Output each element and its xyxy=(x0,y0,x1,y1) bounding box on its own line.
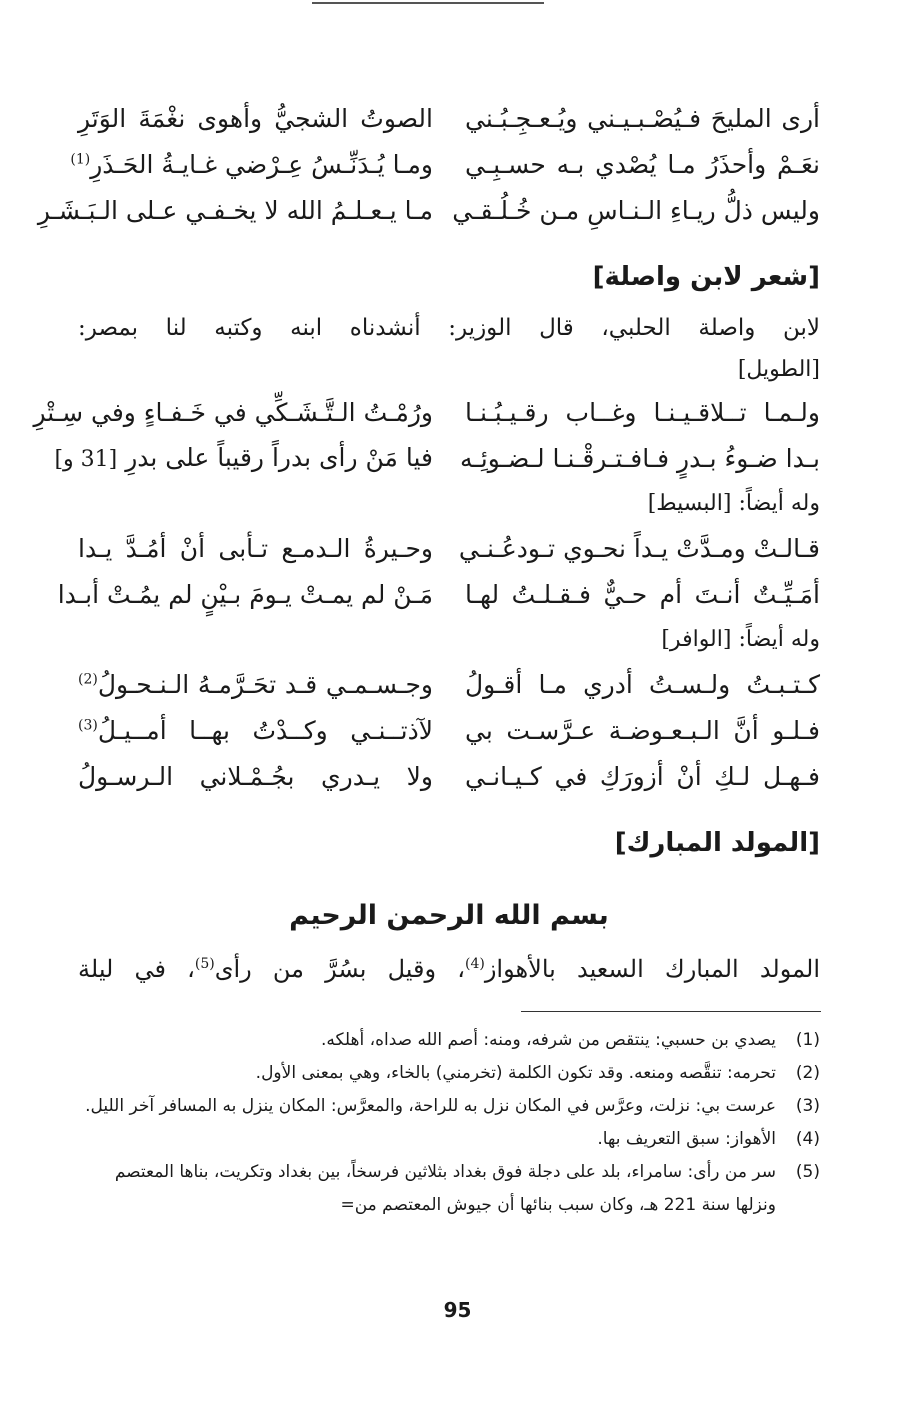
verse-right-hemistich: بـدا ضـوءُ بـدرٍ فـافـتـرقْـنـا لـضـوئِـه xyxy=(460,444,820,473)
section-heading: [المولد المبارك] xyxy=(614,828,820,858)
footnote-number: (2) xyxy=(795,1063,820,1083)
hemistich-text: ومـا يُـدَنِّـسُ عِـرْضي غـايـةُ الحَـذَرِ xyxy=(90,150,433,179)
footnote-text: عرست بي: نزلت، وعرَّس في المكان نزل به للراحة، والمعرَّس: المكان ينزل به المسافر آخر الليل. xyxy=(85,1096,776,1116)
verse-left-hemistich xyxy=(70,142,433,188)
footnote xyxy=(78,1057,820,1090)
basmala-title: بسم الله الرحمن الرحيم xyxy=(289,900,609,931)
footnote-separator xyxy=(521,1011,821,1012)
manuscript-folio-ref: [31 و] xyxy=(54,447,118,472)
verse-left-hemistich xyxy=(78,526,433,572)
footnote-marker: (2) xyxy=(78,671,98,688)
verse-right-hemistich: أرى المليحَ فـيُصْـبـيـني ويُـعـجِـبُـني xyxy=(465,104,820,133)
verse-line xyxy=(54,436,820,482)
verse-left-hemistich xyxy=(33,390,433,436)
verse-line xyxy=(78,526,820,572)
verse-left-hemistich xyxy=(37,188,433,234)
footnote-text: الأهواز: سبق التعريف بها. xyxy=(597,1129,776,1149)
hemistich-text: مـا يـعـلـمُ الله لا يخـفـي عـلى الـبَـشَـرِ xyxy=(37,196,433,225)
verse-left-hemistich xyxy=(78,96,433,142)
verse-line xyxy=(57,572,820,618)
verse-line xyxy=(78,96,820,142)
footnote-marker: (4) xyxy=(464,956,485,972)
meter-label: وله أيضاً: [البسيط] xyxy=(647,491,820,516)
hemistich-text: فيا مَنْ رأى بدراً رقيباً على بدرِ xyxy=(125,443,433,472)
footnotes xyxy=(78,1024,820,1222)
footnote-number: (5) xyxy=(795,1162,820,1182)
page-body xyxy=(33,96,820,992)
top-edge-rule xyxy=(312,2,544,4)
verses-wafir xyxy=(78,662,820,800)
verse-right-hemistich: أمَـيِّـتٌ أنـتَ أم حـيٌّ فـقـلـتُ لهـا xyxy=(465,580,820,609)
footnote-text: سر من رأى: سامراء، بلد على دجلة فوق بغداد بثلاثين فرسخاً، بين بغداد وتكريت، بناها المعتصم ونزلها سنة 221 هـ، وكان سبب بنائها أن جيوش المعتصم من= xyxy=(114,1162,776,1215)
verse-left-hemistich xyxy=(54,435,433,483)
verse-left-hemistich xyxy=(57,572,433,618)
footnote xyxy=(78,1090,820,1123)
verse-line xyxy=(78,708,820,754)
verse-right-hemistich: وليس ذلُّ ريـاءِ الـنـاسِ مـن خُـلُـقـي xyxy=(452,196,820,225)
intro-paragraph: لابن واصلة الحلبي، قال الوزير: أنشدناه ابنه وكتبه لنا بمصر: xyxy=(78,315,820,341)
verse-right-hemistich: قـالـتْ ومـدَّتْ يـداً نحـوي تـودعُـنـي xyxy=(458,534,820,563)
hemistich-text: وحـيرةُ الـدمـع تـأبى أنْ أمُـدَّ يـدا xyxy=(78,534,433,563)
body-paragraph-line xyxy=(78,946,820,992)
verses-basit xyxy=(57,526,820,618)
footnote-number: (3) xyxy=(795,1096,820,1116)
verse-line xyxy=(70,142,820,188)
verse-right-hemistich: فـهـل لـكِ أنْ أزورَكِ في كـيـانـي xyxy=(465,762,820,791)
verse-line xyxy=(78,754,820,800)
hemistich-text: مَـنْ لم يمـتْ يـومَ بـيْنٍ لم يمُـتْ أبـدا xyxy=(57,580,433,609)
footnote-marker: (1) xyxy=(70,151,91,168)
footnote xyxy=(78,1024,820,1057)
verse-right-hemistich: ولـمـا تــلاقـيـنـا وغــاب رقـيـبُـنـا xyxy=(465,398,820,427)
hemistich-text: ورُمْـتُ الـتَّـشَـكِّي في خَـفـاءٍ وفي سِـتْرِ xyxy=(33,398,433,427)
verse-left-hemistich xyxy=(78,754,433,800)
page-number: 95 xyxy=(443,1298,472,1322)
hemistich-text: ولا يـدري بجُـمْـلاني الـرسـولُ xyxy=(78,762,433,791)
footnote-marker: (3) xyxy=(78,717,98,734)
verse-line xyxy=(37,188,820,234)
text-segment: المولد المبارك السعيد بالأهواز xyxy=(484,955,820,983)
text-segment: ، في ليلة xyxy=(78,955,195,983)
verse-line xyxy=(78,662,820,708)
verses-top xyxy=(37,96,820,234)
footnote-text: يصدي بن حسبي: ينتقص من شرفه، ومنه: أصم الله صداه، أهلكه. xyxy=(320,1030,776,1050)
hemistich-text: الصوتُ الشجيُّ وأهوى نغْمَةَ الوَتَرِ xyxy=(78,104,433,133)
verse-right-hemistich: فـلـو أنَّ الـبـعـوضـة عـرَّسـت بي xyxy=(465,716,820,745)
text-segment: ، وقيل بسُرَّ من رأى xyxy=(214,955,465,983)
verse-left-hemistich xyxy=(78,662,433,708)
footnote-number: (1) xyxy=(795,1030,820,1050)
verse-right-hemistich: كـتـبـتُ ولـسـتُ أدري مـا أقـولُ xyxy=(465,670,820,699)
footnote xyxy=(78,1156,820,1222)
verse-right-hemistich: نعَـمْ وأحذَرُ مـا يُصْدي بـه حسـبِـي xyxy=(465,150,820,179)
verses-tawil xyxy=(33,390,820,482)
footnote-text: تحرمه: تنقَّصه ومنعه. وقد تكون الكلمة (تخرمني) بالخاء، وهي بمعنى الأول. xyxy=(255,1063,776,1083)
footnote-number: (4) xyxy=(795,1129,820,1149)
footnote-marker: (5) xyxy=(194,956,215,972)
meter-label: وله أيضاً: [الوافر] xyxy=(661,627,820,652)
section-heading: [شعر لابن واصلة] xyxy=(592,262,820,292)
footnote xyxy=(78,1123,820,1156)
hemistich-text: لآذتــنـي وكــدْتُ بهــا أمــيـلُ xyxy=(97,716,433,745)
meter-label: [الطويل] xyxy=(737,357,820,382)
verse-left-hemistich xyxy=(78,708,433,754)
hemistich-text: وجـسـمـي قـد تحَـرَّمـهُ الـنـحـولُ xyxy=(97,670,433,699)
verse-line xyxy=(33,390,820,436)
